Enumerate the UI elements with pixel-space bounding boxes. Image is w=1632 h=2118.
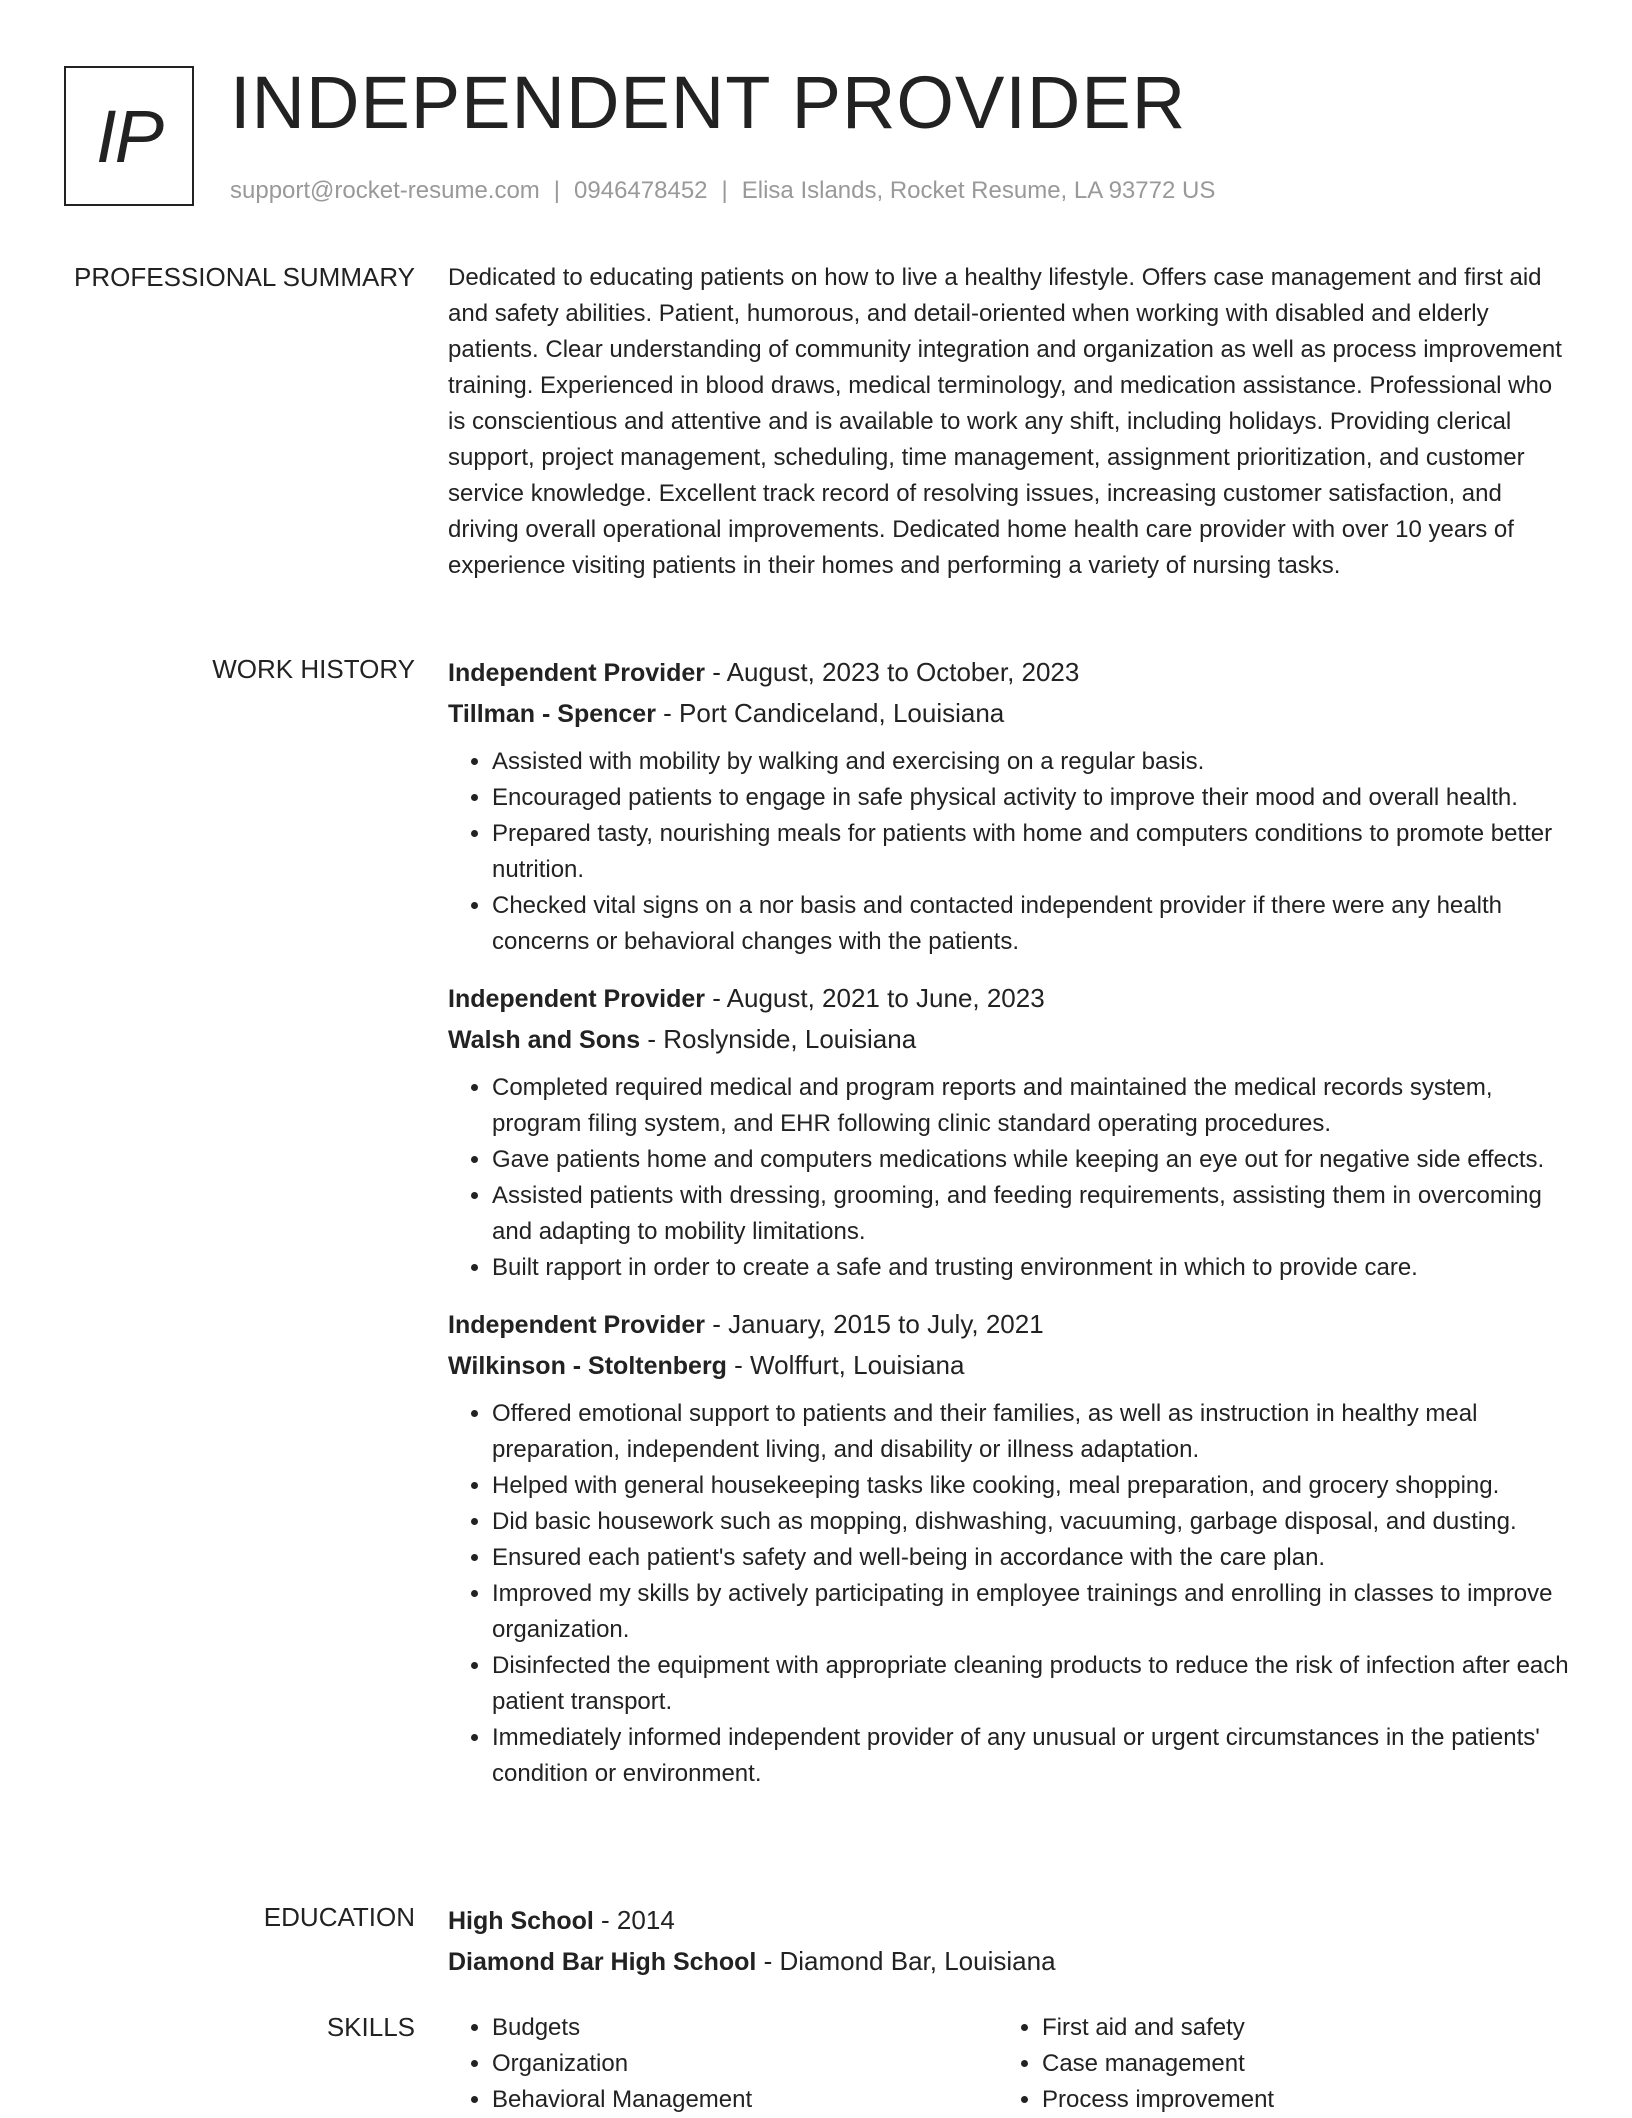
job-location: - Port Candiceland, Louisiana xyxy=(655,698,1005,728)
job-entry xyxy=(448,978,1570,1286)
skill-item: • Behavioral Management xyxy=(492,2082,998,2118)
job-company-line xyxy=(448,693,1570,734)
section-heading: EDUCATION xyxy=(263,1902,415,1932)
job-dates: - January, 2015 to July, 2021 xyxy=(704,1309,1044,1339)
list-item: • Offered emotional support to patients and their families, as well as instruction in healthy meal preparation, independent living, and disability or illness adaptation. xyxy=(492,1396,1570,1468)
job-bullets xyxy=(448,1396,1570,1792)
section-heading: WORK HISTORY xyxy=(212,654,415,684)
list-item: • Helped with general housekeeping tasks like cooking, meal preparation, and grocery shopping. xyxy=(492,1468,1570,1504)
education-degree-line xyxy=(448,1900,1570,1941)
list-item: • Assisted patients with dressing, grooming, and feeding requirements, assisting them in overcoming and adapting to mobility limitations. xyxy=(492,1178,1570,1250)
job-company-line xyxy=(448,1345,1570,1386)
education-location: - Diamond Bar, Louisiana xyxy=(756,1946,1056,1976)
section-heading: SKILLS xyxy=(326,2012,415,2042)
list-item: • Ensured each patient's safety and well-being in accordance with the care plan. xyxy=(492,1540,1570,1576)
education-year: - 2014 xyxy=(593,1905,675,1935)
job-bullets xyxy=(448,744,1570,960)
skills-list-left xyxy=(448,2010,998,2118)
skill-item: • Budgets xyxy=(492,2010,998,2046)
job-dates: - August, 2023 to October, 2023 xyxy=(704,657,1080,687)
job-title: Independent Provider xyxy=(448,985,705,1013)
list-item: • Built rapport in order to create a safe and trusting environment in which to provide care. xyxy=(492,1250,1570,1286)
work-history-body xyxy=(448,652,1570,1810)
page-title: INDEPENDENT PROVIDER xyxy=(230,61,1187,144)
list-item: • Gave patients home and computers medications while keeping an eye out for negative side effects. xyxy=(492,1142,1570,1178)
contact-separator: | xyxy=(553,177,561,204)
job-company-line xyxy=(448,1019,1570,1060)
list-item: • Disinfected the equipment with appropriate cleaning products to reduce the risk of infection after each patient transport. xyxy=(492,1648,1570,1720)
list-item: • Checked vital signs on a nor basis and contacted independent provider if there were any health concerns or behavioral changes with the patients. xyxy=(492,888,1570,960)
list-item: • Encouraged patients to engage in safe physical activity to improve their mood and overall health. xyxy=(492,780,1570,816)
list-item: • Assisted with mobility by walking and exercising on a regular basis. xyxy=(492,744,1570,780)
education-body xyxy=(448,1900,1570,1982)
education-school: Diamond Bar High School xyxy=(448,1948,757,1976)
job-title-line xyxy=(448,978,1570,1019)
contact-separator: | xyxy=(721,177,728,204)
contact-phone[interactable]: 0946478452 xyxy=(574,177,708,204)
job-bullets xyxy=(448,1070,1570,1286)
contact-email[interactable]: support@rocket-resume.com xyxy=(230,177,540,204)
job-title: Independent Provider xyxy=(448,659,705,687)
list-item: • Improved my skills by actively participating in employee trainings and enrolling in classes to improve organization. xyxy=(492,1576,1570,1648)
skill-item: • Process improvement xyxy=(1042,2082,1548,2118)
skills-list-right xyxy=(998,2010,1548,2118)
job-dates: - August, 2021 to June, 2023 xyxy=(704,983,1045,1013)
job-location: - Roslynside, Louisiana xyxy=(640,1024,917,1054)
list-item: • Immediately informed independent provider of any unusual or urgent circumstances in the patients' condition or environment. xyxy=(492,1720,1570,1792)
list-item: • Completed required medical and program reports and maintained the medical records system, program filing system, and EHR following clinic standard operating procedures. xyxy=(492,1070,1570,1142)
job-location: - Wolffurt, Louisiana xyxy=(726,1350,965,1380)
job-entry xyxy=(448,1304,1570,1792)
list-item: • Did basic housework such as mopping, dishwashing, vacuuming, garbage disposal, and dusting. xyxy=(492,1504,1570,1540)
list-item: • Prepared tasty, nourishing meals for patients with home and computers conditions to promote better nutrition. xyxy=(492,816,1570,888)
job-title-line xyxy=(448,1304,1570,1345)
contact-address: Elisa Islands, Rocket Resume, LA 93772 US xyxy=(741,177,1216,204)
job-company: Wilkinson - Stoltenberg xyxy=(448,1352,727,1380)
education-degree: High School xyxy=(448,1907,594,1935)
contact-line xyxy=(230,176,1215,206)
job-title: Independent Provider xyxy=(448,1311,705,1339)
job-company: Walsh and Sons xyxy=(448,1026,641,1054)
monogram-box: IP xyxy=(64,66,194,206)
job-entry xyxy=(448,652,1570,960)
job-company: Tillman - Spencer xyxy=(448,700,656,728)
education-school-line xyxy=(448,1941,1570,1982)
skills-body xyxy=(448,2010,1570,2118)
section-heading: PROFESSIONAL SUMMARY xyxy=(74,262,415,292)
skill-item: • First aid and safety xyxy=(1042,2010,1548,2046)
skill-item: • Case management xyxy=(1042,2046,1548,2082)
skill-item: • Organization xyxy=(492,2046,998,2082)
job-title-line xyxy=(448,652,1570,693)
summary-text: Dedicated to educating patients on how to live a healthy lifestyle. Offers case management and first aid and safety abilities. Patient, humorous, and detail-oriented when working with disabled and elderly patients. Clear understanding of community integration and organization as well as process improvement training. Experienced in blood draws, medical terminology, and medication assistance. Professional who is conscientious and attentive and is available to work any shift, including holidays. Providing clerical support, project management, scheduling, time management, assignment prioritization, and customer service knowledge. Excellent track record of resolving issues, increasing customer satisfaction, and driving overall operational improvements. Dedicated home health care provider with over 10 years of experience visiting patients in their homes and performing a variety of nursing tasks. xyxy=(448,264,1562,579)
summary-body xyxy=(448,260,1570,584)
